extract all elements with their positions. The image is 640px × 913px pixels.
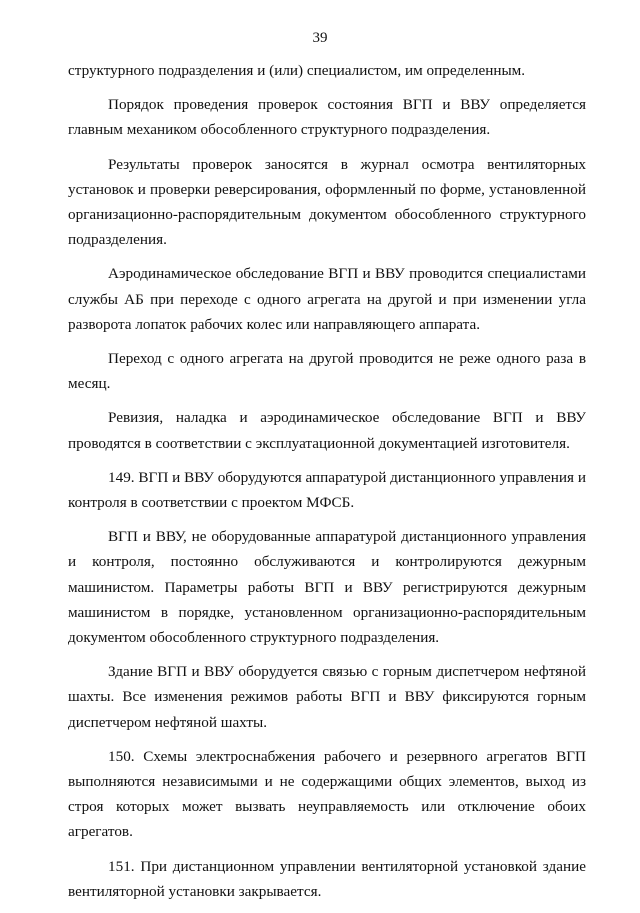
paragraph-151: 151. При дистанционном управлении вентиляторной установкой здание вентиляторной установки закрывается. xyxy=(68,857,586,900)
document-body xyxy=(68,58,586,913)
page-number: 39 xyxy=(312,30,328,46)
paragraph-149: 149. ВГП и ВВУ оборудуются аппаратурой дистанционного управления и контроля в соответствии с проектом МФСБ. xyxy=(68,468,586,512)
paragraph-150: 150. Схемы электроснабжения рабочего и резервного агрегатов ВГП выполняются независимыми и не содержащими общих элементов, выход из строя которых может вызвать неуправляемость или отключение обоих агрегатов. xyxy=(68,747,586,841)
paragraph-inspection-procedure: Порядок проведения проверок состояния ВГП и ВВУ определяется главным механиком обособленного структурного подразделения. xyxy=(68,96,586,139)
paragraph-unit-switchover: Переход с одного агрегата на другой проводится не реже одного раза в месяц. xyxy=(68,350,586,393)
paragraph-inspection-results: Результаты проверок заносятся в журнал осмотра вентиляторных установок и проверки реверсирования, оформленный по форме, установленной организационно-распорядительным документом обособленного структурного подразделения. xyxy=(68,155,586,249)
paragraph-operator-control: ВГП и ВВУ, не оборудованные аппаратурой дистанционного управления и контроля, постоянно обслуживаются и контролируются дежурным машинистом. Параметры работы ВГП и ВВУ регистрируются дежурным машинистом в порядке, установленном организационно-распорядительным документом обособленного структурного подразделения. xyxy=(68,528,586,647)
paragraph-aerodynamic-survey: Аэродинамическое обследование ВГП и ВВУ проводится специалистами службы АБ при переходе с одного агрегата на другой и при изменении угла разворота лопаток рабочих колес или направляющего аппарата. xyxy=(68,265,586,333)
paragraph-revision: Ревизия, наладка и аэродинамическое обследование ВГП и ВВУ проводятся в соответствии с эксплуатационной документацией изготовителя. xyxy=(68,409,586,452)
paragraph-dispatcher-link: Здание ВГП и ВВУ оборудуется связью с горным диспетчером нефтяной шахты. Все изменения режимов работы ВГП и ВВУ фиксируются горным диспетчером нефтяной шахты. xyxy=(68,663,586,731)
paragraph-continuation: структурного подразделения и (или) специалистом, им определенным. xyxy=(68,62,526,79)
